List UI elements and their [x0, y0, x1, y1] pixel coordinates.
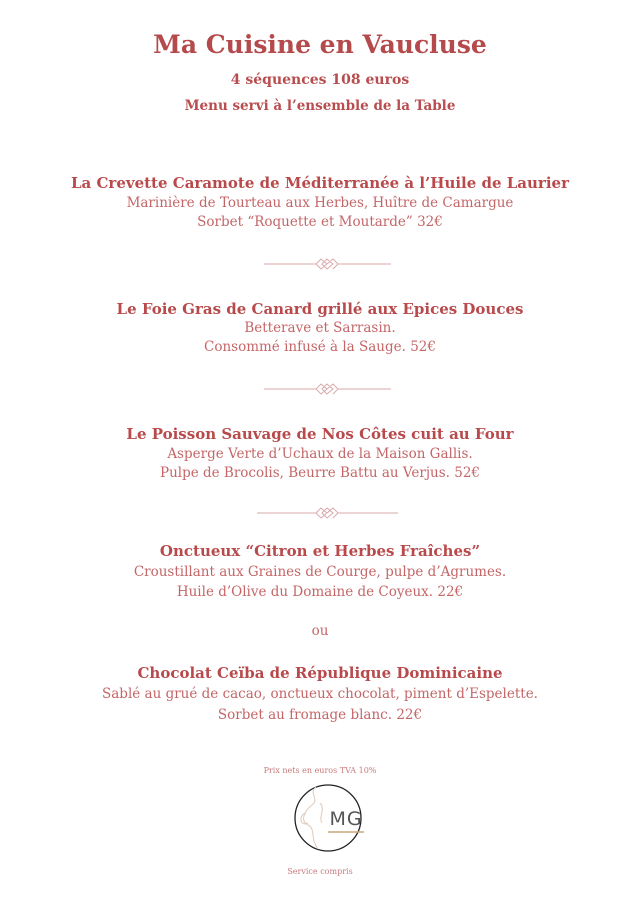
- course-title: La Crevette Caramote de Méditerranée à l’Huile de Laurier: [71, 174, 569, 192]
- course-line: Betterave et Sarrasin.: [244, 320, 396, 336]
- menu-price: 4 séquences 108 euros: [230, 72, 410, 88]
- ornament-divider: [0, 381, 640, 397]
- ornament-divider: [0, 256, 640, 272]
- course-title: Le Poisson Sauvage de Nos Côtes cuit au Four: [126, 425, 514, 443]
- course-title: Le Foie Gras de Canard grillé aux Epices Douces: [116, 300, 524, 318]
- or-separator: ou: [311, 623, 329, 639]
- service-note: Service compris: [287, 867, 353, 876]
- course-line: Marinière de Tourteau aux Herbes, Huître de Camargue: [126, 195, 514, 211]
- menu-note: Menu servi à l’ensemble de la Table: [184, 98, 456, 114]
- course-title: Chocolat Ceïba de République Dominicaine: [137, 664, 503, 682]
- price-note: Prix nets en euros TVA 10%: [263, 766, 377, 775]
- logo-text: MG: [329, 808, 363, 830]
- course-line: Croustillant aux Graines de Courge, pulpe d’Agrumes.: [133, 564, 507, 580]
- ornament-divider: [0, 505, 640, 521]
- page-title: Ma Cuisine en Vaucluse: [153, 30, 487, 59]
- course-title: Onctueux “Citron et Herbes Fraîches”: [159, 542, 481, 560]
- course-line: Asperge Verte d’Uchaux de la Maison Gallis.: [167, 446, 473, 462]
- mg-logo: [286, 783, 370, 853]
- course-line: Consommé infusé à la Sauge. 52€: [204, 339, 436, 355]
- course-line: Sablé au grué de cacao, onctueux chocolat, piment d’Espelette.: [102, 686, 538, 702]
- course-line: Huile d’Olive du Domaine de Coyeux. 22€: [176, 584, 464, 600]
- course-line: Pulpe de Brocolis, Beurre Battu au Verjus. 52€: [159, 465, 481, 481]
- course-line: Sorbet “Roquette et Moutarde” 32€: [197, 214, 443, 230]
- course-line: Sorbet au fromage blanc. 22€: [217, 707, 423, 723]
